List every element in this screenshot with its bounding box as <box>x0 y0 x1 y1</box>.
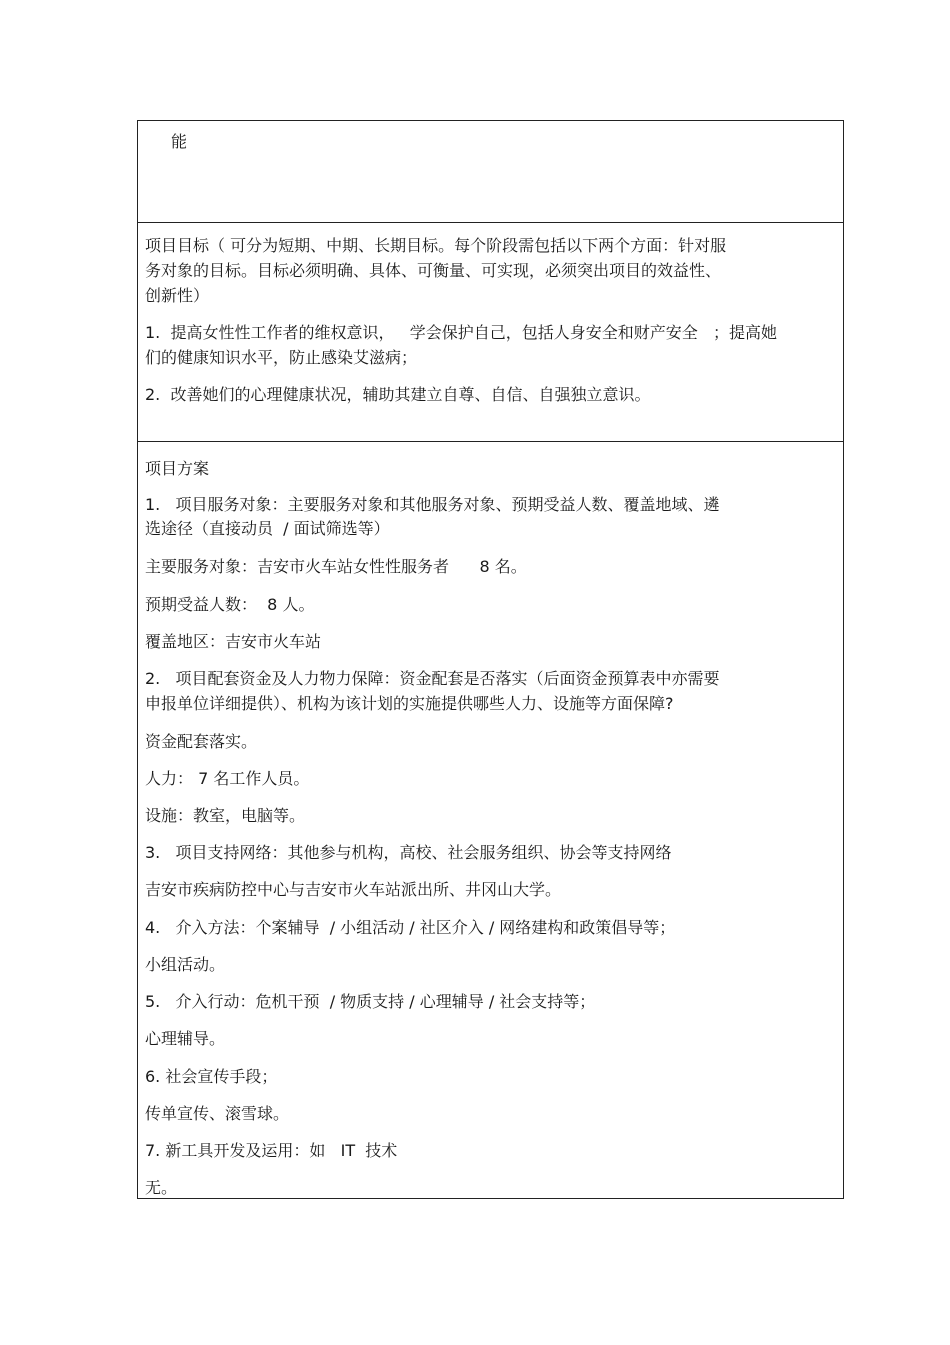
capability-text: 能 <box>171 132 188 151</box>
plan-item-3: 3. 项目支持网络：其他参与机构，高校、社会服务组织、协会等支持网络 <box>145 843 672 862</box>
new-tools: 无。 <box>145 1178 178 1197</box>
plan-item-2-line-2: 申报单位详细提供）、机构为该计划的实施提供哪些人力、设施等方面保障? <box>145 694 674 713</box>
support-network: 吉安市疾病防控中心与吉安市火车站派出所、井冈山大学。 <box>145 880 562 899</box>
funds-status: 资金配套落实。 <box>145 732 258 751</box>
project-form-table <box>137 120 844 1199</box>
goal-item-1-line-1: 1. 提高女性性工作者的维权意识， 学会保护自己，包括人身安全和财产安全 ；提高她 <box>145 323 777 342</box>
section-project-goals <box>138 222 843 441</box>
plan-item-1-line-2: 选途径（直接动员 / 面试筛选等） <box>145 519 390 538</box>
goals-header-line-3: 创新性） <box>145 286 210 305</box>
plan-item-6: 6. 社会宣传手段； <box>145 1067 278 1086</box>
plan-item-2-line-1: 2. 项目配套资金及人力物力保障：资金配套是否落实（后面资金预算表中亦需要 <box>145 669 720 688</box>
intervention-method: 小组活动。 <box>145 955 226 974</box>
goals-header-line-1: 项目目标（ 可分为短期、中期、长期目标。每个阶段需包括以下两个方面：针对服 <box>145 236 727 255</box>
plan-item-4: 4. 介入方法：个案辅导 / 小组活动 / 社区介入 / 网络建构和政策倡导等； <box>145 918 676 937</box>
goal-item-1-line-2: 们的健康知识水平，防止感染艾滋病； <box>145 348 418 367</box>
facilities: 设施：教室，电脑等。 <box>145 806 306 825</box>
plan-title: 项目方案 <box>145 459 210 478</box>
publicity-means: 传单宣传、滚雪球。 <box>145 1104 290 1123</box>
section-capability <box>138 121 843 222</box>
section-project-plan <box>138 441 843 1198</box>
goals-header-line-2: 务对象的目标。目标必须明确、具体、可衡量、可实现，必须突出项目的效益性、 <box>145 261 722 280</box>
intervention-action: 心理辅导。 <box>145 1029 226 1048</box>
plan-item-5: 5. 介入行动：危机干预 / 物质支持 / 心理辅导 / 社会支持等； <box>145 992 596 1011</box>
main-target: 主要服务对象：吉安市火车站女性性服务者 8 名。 <box>145 557 527 576</box>
coverage-area: 覆盖地区：吉安市火车站 <box>145 632 322 651</box>
manpower: 人力： 7 名工作人员。 <box>145 769 310 788</box>
plan-item-7: 7. 新工具开发及运用：如 IT 技术 <box>145 1141 398 1160</box>
goal-item-2: 2. 改善她们的心理健康状况，辅助其建立自尊、自信、自强独立意识。 <box>145 385 651 404</box>
expected-beneficiaries: 预期受益人数： 8 人。 <box>145 595 315 614</box>
plan-item-1-line-1: 1. 项目服务对象：主要服务对象和其他服务对象、预期受益人数、覆盖地域、遴 <box>145 495 720 514</box>
